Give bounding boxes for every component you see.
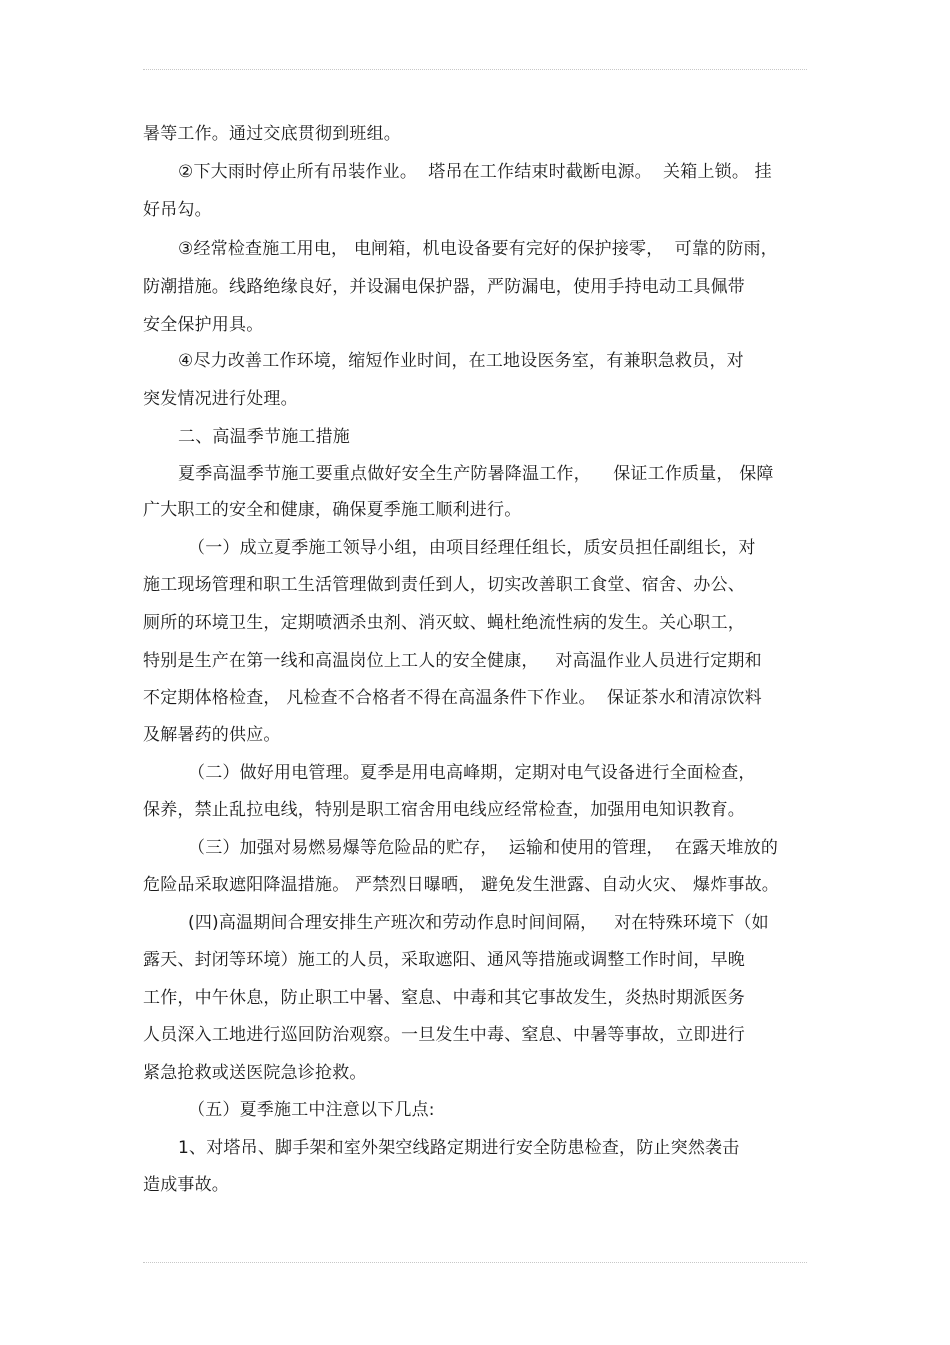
paragraph-line: 特别是生产在第一线和高温岗位上工人的安全健康， 对高温作业人员进行定期和	[143, 651, 762, 671]
paragraph-line: 夏季高温季节施工要重点做好安全生产防暑降温工作， 保证工作质量， 保障	[178, 464, 774, 484]
paragraph-line: 保养，禁止乱拉电线，特别是职工宿舍用电线应经常检查，加强用电知识教育。	[143, 800, 745, 820]
paragraph-line: 不定期体格检查， 凡检查不合格者不得在高温条件下作业。 保证茶水和清凉饮料	[143, 688, 762, 708]
paragraph-line: （三）加强对易燃易爆等危险品的贮存， 运输和使用的管理， 在露天堆放的	[188, 838, 779, 858]
paragraph-line: （一）成立夏季施工领导小组，由项目经理任组长，质安员担任副组长，对	[188, 538, 756, 558]
paragraph-line: 及解暑药的供应。	[143, 725, 281, 745]
paragraph-line: 工作，中午休息，防止职工中暑、窒息、中毒和其它事故发生，炎热时期派医务	[143, 988, 745, 1008]
paragraph-line: 人员深入工地进行巡回防治观察。一旦发生中毒、窒息、中暑等事故，立即进行	[143, 1025, 745, 1045]
paragraph-line: 危险品采取遮阳降温措施。 严禁烈日曝晒， 避免发生泄露、自动火灾、 爆炸事故。	[143, 875, 780, 895]
header-rule	[143, 69, 807, 70]
paragraph-line: 紧急抢救或送医院急诊抢救。	[143, 1063, 367, 1083]
paragraph-line: 厕所的环境卫生，定期喷洒杀虫剂、消灭蚊、蝇杜绝流性病的发生。关心职工，	[143, 613, 745, 633]
paragraph-line: (四)高温期间合理安排生产班次和劳动作息时间间隔， 对在特殊环境下（如	[188, 913, 769, 933]
paragraph-line: 1、对塔吊、脚手架和室外架空线路定期进行安全防患检查，防止突然袭击	[178, 1138, 740, 1158]
paragraph-line: 施工现场管理和职工生活管理做到责任到人，切实改善职工食堂、宿舍、办公、	[143, 575, 745, 595]
paragraph-line: 广大职工的安全和健康，确保夏季施工顺利进行。	[143, 500, 522, 520]
section-heading: （五）夏季施工中注意以下几点:	[188, 1100, 435, 1120]
paragraph-line: 露天、封闭等环境）施工的人员，采取遮阳、通风等措施或调整工作时间，早晚	[143, 950, 745, 970]
paragraph-line: ②下大雨时停止所有吊装作业。 塔吊在工作结束时截断电源。 关箱上锁。 挂	[178, 162, 772, 182]
paragraph-line: 突发情况进行处理。	[143, 389, 298, 409]
paragraph-line: 造成事故。	[143, 1175, 229, 1195]
paragraph-line: 防潮措施。线路绝缘良好，并设漏电保护器，严防漏电，使用手持电动工具佩带	[143, 277, 745, 297]
paragraph-line: （二）做好用电管理。夏季是用电高峰期，定期对电气设备进行全面检查，	[188, 763, 756, 783]
paragraph-line: ④尽力改善工作环境，缩短作业时间，在工地设医务室，有兼职急救员，对	[178, 351, 744, 371]
paragraph-line: 暑等工作。通过交底贯彻到班组。	[143, 124, 401, 144]
paragraph-line: 好吊勾。	[143, 200, 212, 220]
paragraph-line: ③经常检查施工用电， 电闸箱，机电设备要有完好的保护接零， 可靠的防雨，	[178, 239, 778, 259]
section-heading: 二、高温季节施工措施	[178, 427, 350, 447]
footer-rule	[143, 1262, 807, 1263]
paragraph-line: 安全保护用具。	[143, 315, 264, 335]
